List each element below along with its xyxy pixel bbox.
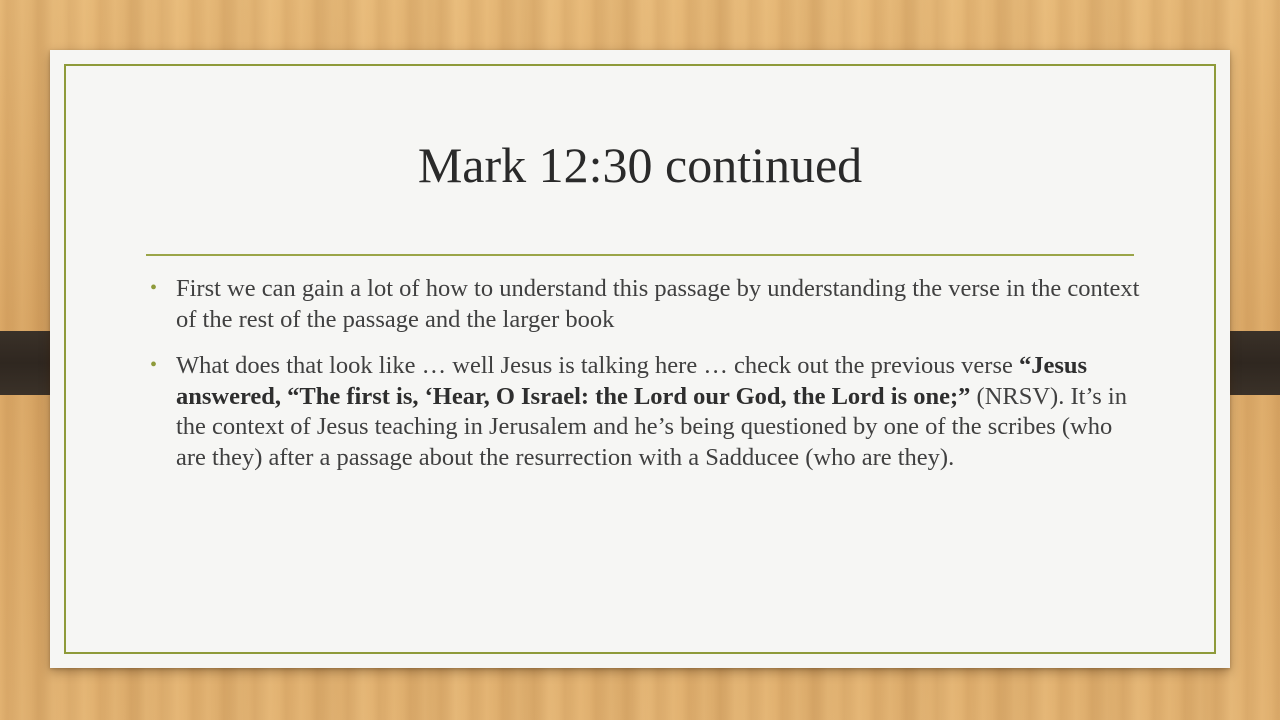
bullet-text: First we can gain a lot of how to understand this passage by understanding the verse in the context of the rest of the passage and the larger book (176, 275, 1140, 333)
slide-title: Mark 12:30 continued (417, 137, 863, 193)
bullet-icon: • (150, 277, 158, 299)
bullet-icon: • (150, 354, 158, 376)
bullet-item (150, 351, 1140, 473)
bullet-item (150, 274, 1140, 335)
slide-card (50, 50, 1230, 668)
title-divider (146, 254, 1134, 256)
bullet-text-rest: (NRSV). It’s in the context of Jesus teaching in Jerusalem and he’s being questioned by one of the scribes (who are they) after a passage about the resurrection with a Sadducee (who are they). (176, 382, 1127, 471)
bullet-text-intro: What does that look like … well Jesus is talking here … check out the previous verse (176, 352, 1020, 379)
bullet-list (150, 274, 1140, 489)
bullet-quote: “Jesus answered, “The first is, ‘Hear, O Israel: the Lord our God, the Lord is one;” (176, 352, 1088, 410)
